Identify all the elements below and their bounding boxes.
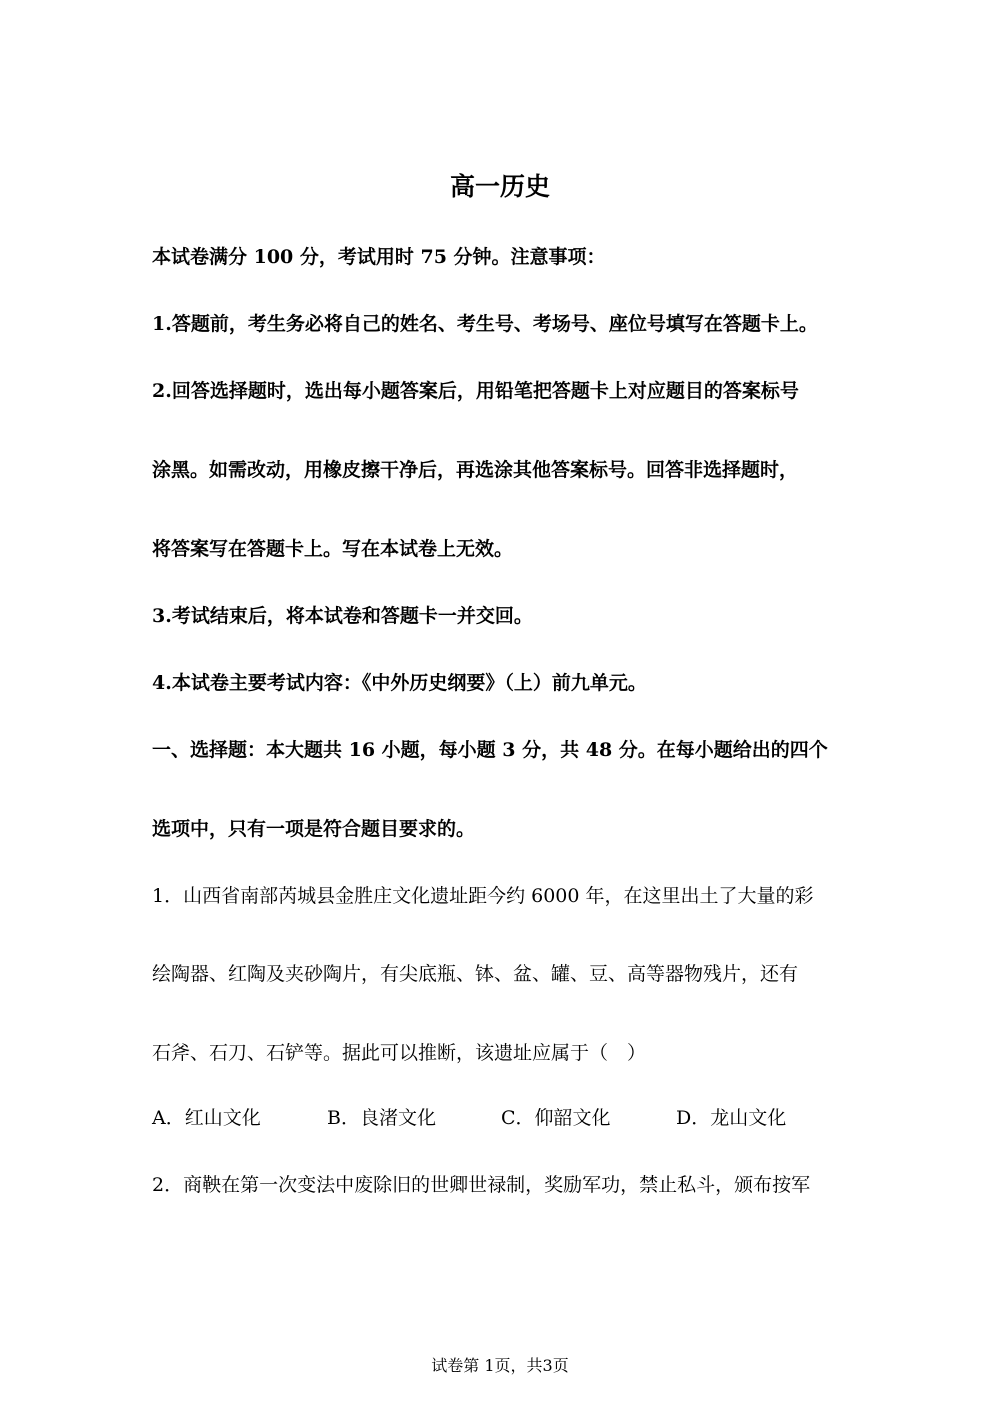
question-2-stem-line-1: 2．商鞅在第一次变法中废除旧的世卿世禄制，奖励军功，禁止私斗，颁布按军 xyxy=(152,1174,811,1196)
section-heading-line-1: 一、选择题：本大题共 16 小题，每小题 3 分，共 48 分。在每小题给出的四个 xyxy=(152,739,828,761)
notice-item-1: 1.答题前，考生务必将自己的姓名、考生号、考场号、座位号填写在答题卡上。 xyxy=(152,313,818,335)
notice-item-2-line-1: 2.回答选择题时，选出每小题答案后，用铅笔把答题卡上对应题目的答案标号 xyxy=(152,380,799,402)
question-1-stem-line-2: 绘陶器、红陶及夹砂陶片，有尖底瓶、钵、盆、罐、豆、高等器物残片，还有 xyxy=(152,963,799,985)
page-footer: 试卷第 1页，共3页 xyxy=(431,1356,569,1375)
question-1-option-a: A．红山文化 xyxy=(152,1107,261,1129)
page-title: 高一历史 xyxy=(449,172,550,201)
question-1-option-d: D．龙山文化 xyxy=(676,1107,787,1129)
notice-item-2-line-3: 将答案写在答题卡上。写在本试卷上无效。 xyxy=(152,538,514,560)
notice-item-3: 3.考试结束后，将本试卷和答题卡一并交回。 xyxy=(152,605,533,627)
question-1-option-b: B．良渚文化 xyxy=(327,1107,436,1129)
question-1-stem-line-3: 石斧、石刀、石铲等。据此可以推断，该遗址应属于（ ） xyxy=(152,1042,647,1064)
question-1-option-c: C．仰韶文化 xyxy=(501,1107,611,1129)
question-1-options xyxy=(152,1105,872,1131)
notice-item-2-line-2: 涂黑。如需改动，用橡皮擦干净后，再选涂其他答案标号。回答非选择题时， xyxy=(152,459,799,481)
section-heading-line-2: 选项中，只有一项是符合题目要求的。 xyxy=(152,818,476,840)
question-1-stem-line-1: 1．山西省南部芮城县金胜庄文化遗址距今约 6000 年，在这里出土了大量的彩 xyxy=(152,885,814,907)
notice-item-4: 4.本试卷主要考试内容：《中外历史纲要》（上）前九单元。 xyxy=(152,672,647,694)
notice-intro: 本试卷满分 100 分，考试用时 75 分钟。注意事项： xyxy=(152,246,606,268)
